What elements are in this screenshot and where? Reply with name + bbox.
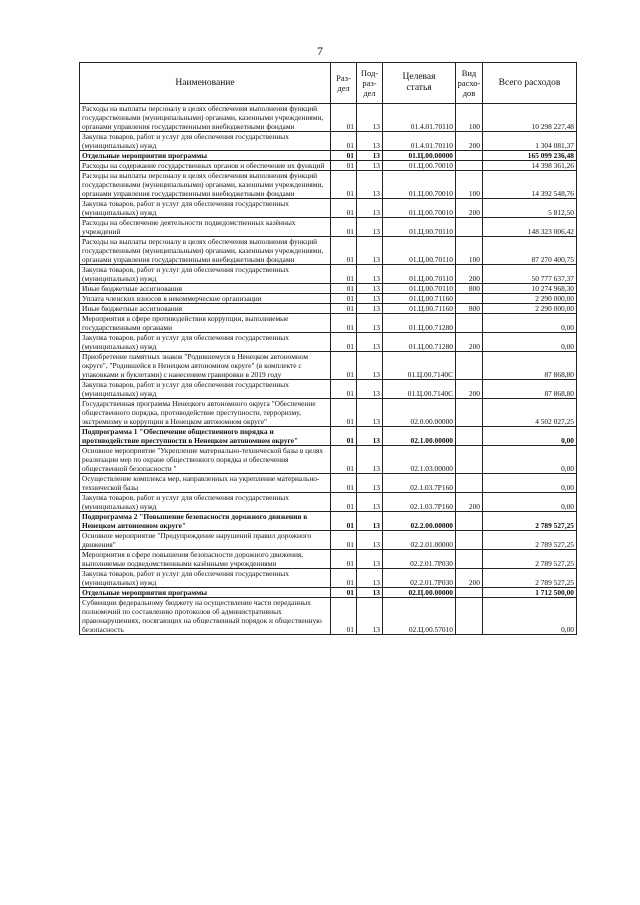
row-type <box>456 446 483 474</box>
row-amount: 0,00 <box>483 598 577 635</box>
table-row <box>80 512 577 531</box>
row-target: 01.Ц.00.71280 <box>383 314 456 333</box>
header-subsection: Под- раз- дел <box>357 63 383 104</box>
row-subsection: 13 <box>357 218 383 237</box>
row-type <box>456 550 483 569</box>
row-section: 01 <box>331 284 357 294</box>
row-type <box>456 427 483 446</box>
row-target: 01.4.01.70110 <box>383 104 456 132</box>
row-subsection: 13 <box>357 304 383 314</box>
row-subsection: 13 <box>357 333 383 352</box>
row-subsection: 13 <box>357 199 383 218</box>
row-target: 02.1.03.7Р160 <box>383 493 456 512</box>
row-type: 200 <box>456 380 483 399</box>
row-amount: 87 868,80 <box>483 380 577 399</box>
row-amount: 0,00 <box>483 333 577 352</box>
row-amount: 0,00 <box>483 493 577 512</box>
row-amount: 0,00 <box>483 446 577 474</box>
table-row <box>80 399 577 427</box>
row-type <box>456 512 483 531</box>
row-subsection: 13 <box>357 399 383 427</box>
row-section: 01 <box>331 104 357 132</box>
row-amount: 165 099 236,48 <box>483 151 577 161</box>
row-section: 01 <box>331 569 357 588</box>
row-section: 01 <box>331 314 357 333</box>
row-amount: 1 304 081,37 <box>483 132 577 151</box>
row-amount: 4 502 027,25 <box>483 399 577 427</box>
row-amount: 2 290 000,00 <box>483 304 577 314</box>
row-type: 100 <box>456 171 483 199</box>
row-type <box>456 294 483 304</box>
row-target: 02.2.01.7Р030 <box>383 569 456 588</box>
row-subsection: 13 <box>357 588 383 598</box>
row-section: 01 <box>331 132 357 151</box>
row-subsection: 13 <box>357 512 383 531</box>
row-type: 100 <box>456 237 483 265</box>
row-name: Расходы на обеспечение деятельности подведомственных казённых учреждений <box>80 218 331 237</box>
row-target: 01.Ц.00.71160 <box>383 304 456 314</box>
row-amount: 50 777 637,37 <box>483 265 577 284</box>
row-section: 01 <box>331 294 357 304</box>
row-amount: 10 298 227,48 <box>483 104 577 132</box>
table-row <box>80 380 577 399</box>
table-row <box>80 569 577 588</box>
row-name: Мероприятия в сфере противодействия коррупции, выполняемые государственными органами <box>80 314 331 333</box>
table-row <box>80 531 577 550</box>
row-section: 01 <box>331 151 357 161</box>
row-name: Расходы на выплаты персоналу в целях обеспечения выполнения функций государственными (муниципальными) органами, казенными учреждениями, органами управления государственными внебюджетными фондами <box>80 237 331 265</box>
row-amount: 10 274 968,30 <box>483 284 577 294</box>
row-subsection: 13 <box>357 569 383 588</box>
table-row <box>80 352 577 380</box>
row-amount: 0,00 <box>483 314 577 333</box>
row-type <box>456 151 483 161</box>
row-target: 01.Ц.00.7140С <box>383 380 456 399</box>
row-type: 800 <box>456 284 483 294</box>
row-section: 01 <box>331 333 357 352</box>
row-section: 01 <box>331 474 357 493</box>
page-number: 7 <box>317 44 323 58</box>
row-name: Закупка товаров, работ и услуг для обеспечения государственных (муниципальных) нужд <box>80 199 331 218</box>
table-row <box>80 474 577 493</box>
table-row <box>80 265 577 284</box>
row-target: 02.2.01.00000 <box>383 531 456 550</box>
table-row <box>80 598 577 635</box>
row-amount: 2 290 000,00 <box>483 294 577 304</box>
table-row <box>80 333 577 352</box>
row-name: Основное мероприятие "Укрепление материально-технической базы в целях реализации мер по охране общественного порядка и обеспечения общественной безопасности " <box>80 446 331 474</box>
row-type <box>456 598 483 635</box>
row-subsection: 13 <box>357 161 383 171</box>
row-name: Иные бюджетные ассигнования <box>80 284 331 294</box>
row-section: 01 <box>331 265 357 284</box>
row-section: 01 <box>331 446 357 474</box>
header-target: Целевая статья <box>383 63 456 104</box>
table-row <box>80 171 577 199</box>
row-section: 01 <box>331 598 357 635</box>
row-target: 02.1.03.00000 <box>383 446 456 474</box>
row-target: 02.0.00.00000 <box>383 399 456 427</box>
table-row <box>80 304 577 314</box>
row-type <box>456 474 483 493</box>
row-amount: 2 789 527,25 <box>483 531 577 550</box>
header-name: Наименование <box>80 63 331 104</box>
row-target: 02.Ц.00.00000 <box>383 588 456 598</box>
row-section: 01 <box>331 427 357 446</box>
table-row <box>80 161 577 171</box>
row-name: Закупка товаров, работ и услуг для обеспечения государственных (муниципальных) нужд <box>80 493 331 512</box>
header-section: Раз- дел <box>331 63 357 104</box>
row-type: 200 <box>456 265 483 284</box>
row-section: 01 <box>331 550 357 569</box>
row-name: Закупка товаров, работ и услуг для обеспечения государственных (муниципальных) нужд <box>80 333 331 352</box>
row-target: 02.2.01.7Р030 <box>383 550 456 569</box>
row-subsection: 13 <box>357 151 383 161</box>
row-name: Приобретение памятных знаков "Родившемуся в Ненецком автономном округе", "Родившейся в Ненецком автономном округе" (в комплекте с упаковками и буклетами) с нанесением гравировки в 2019 году <box>80 352 331 380</box>
row-section: 01 <box>331 512 357 531</box>
row-subsection: 13 <box>357 531 383 550</box>
row-type <box>456 218 483 237</box>
row-type: 200 <box>456 569 483 588</box>
row-type <box>456 161 483 171</box>
row-target: 01.Ц.00.70110 <box>383 265 456 284</box>
row-amount: 2 789 527,25 <box>483 550 577 569</box>
table-row <box>80 199 577 218</box>
row-subsection: 13 <box>357 294 383 304</box>
table-body <box>80 104 577 635</box>
row-target: 02.Ц.00.57010 <box>383 598 456 635</box>
row-type <box>456 399 483 427</box>
row-type: 800 <box>456 304 483 314</box>
row-name: Основное мероприятие "Предупреждение нарушений правил дорожного движения" <box>80 531 331 550</box>
row-type: 200 <box>456 132 483 151</box>
row-section: 01 <box>331 304 357 314</box>
row-amount: 5 812,50 <box>483 199 577 218</box>
row-subsection: 13 <box>357 493 383 512</box>
row-name: Расходы на содержание государственных органов и обеспечение их функций <box>80 161 331 171</box>
row-subsection: 13 <box>357 314 383 333</box>
row-amount: 14 392 548,76 <box>483 171 577 199</box>
row-type: 200 <box>456 333 483 352</box>
row-name: Закупка товаров, работ и услуг для обеспечения государственных (муниципальных) нужд <box>80 265 331 284</box>
row-name: Подпрограмма 1 "Обеспечение общественного порядка и противодействие преступности в Ненецком автономном округе" <box>80 427 331 446</box>
row-target: 02.1.03.7Р160 <box>383 474 456 493</box>
row-target: 01.Ц.00.70110 <box>383 237 456 265</box>
row-section: 01 <box>331 161 357 171</box>
row-name: Уплата членских взносов в некоммерческие организации <box>80 294 331 304</box>
row-amount: 87 868,80 <box>483 352 577 380</box>
row-subsection: 13 <box>357 132 383 151</box>
row-subsection: 13 <box>357 237 383 265</box>
table-row <box>80 151 577 161</box>
row-name: Субвенции федеральному бюджету на осуществление части переданных полномочий по составлению протоколов об административных правонарушениях, посягающих на общественный порядок и общественную безопасность <box>80 598 331 635</box>
row-target: 01.Ц.00.00000 <box>383 151 456 161</box>
row-target: 01.Ц.00.70110 <box>383 284 456 294</box>
row-type <box>456 314 483 333</box>
row-amount: 1 712 500,00 <box>483 588 577 598</box>
row-subsection: 13 <box>357 265 383 284</box>
table-row <box>80 132 577 151</box>
row-subsection: 13 <box>357 352 383 380</box>
row-subsection: 13 <box>357 171 383 199</box>
row-type: 200 <box>456 199 483 218</box>
row-type <box>456 352 483 380</box>
row-amount: 0,00 <box>483 474 577 493</box>
row-name: Закупка товаров, работ и услуг для обеспечения государственных (муниципальных) нужд <box>80 132 331 151</box>
row-target: 01.Ц.00.71160 <box>383 294 456 304</box>
row-name: Расходы на выплаты персоналу в целях обеспечения выполнения функций государственными (муниципальными) органами, казенными учреждениями, органами управления государственными внебюджетными фондами <box>80 104 331 132</box>
row-name: Иные бюджетные ассигнования <box>80 304 331 314</box>
row-subsection: 13 <box>357 104 383 132</box>
table-row <box>80 284 577 294</box>
row-name: Расходы на выплаты персоналу в целях обеспечения выполнения функций государственными (муниципальными) органами, казенными учреждениями, органами управления государственными внебюджетными фондами <box>80 171 331 199</box>
row-amount: 0,00 <box>483 427 577 446</box>
row-amount: 87 270 400,75 <box>483 237 577 265</box>
row-section: 01 <box>331 399 357 427</box>
table-row <box>80 446 577 474</box>
row-target: 01.Ц.00.70010 <box>383 171 456 199</box>
row-amount: 2 789 527,25 <box>483 569 577 588</box>
table-row <box>80 493 577 512</box>
table-row <box>80 550 577 569</box>
expenditure-table <box>79 62 577 635</box>
row-section: 01 <box>331 588 357 598</box>
row-section: 01 <box>331 171 357 199</box>
row-subsection: 13 <box>357 427 383 446</box>
row-target: 01.Ц.00.71280 <box>383 333 456 352</box>
table-row <box>80 427 577 446</box>
header-total: Всего расходов <box>483 63 577 104</box>
table-row <box>80 237 577 265</box>
row-name: Закупка товаров, работ и услуг для обеспечения государственных (муниципальных) нужд <box>80 380 331 399</box>
row-type: 200 <box>456 493 483 512</box>
row-section: 01 <box>331 352 357 380</box>
row-type: 100 <box>456 104 483 132</box>
row-subsection: 13 <box>357 474 383 493</box>
row-target: 01.Ц.00.70110 <box>383 218 456 237</box>
row-name: Государственная программа Ненецкого автономного округа "Обеспечение общественного порядка, противодействие преступности, терроризму, экстремизму и коррупции в Ненецком автономном округе" <box>80 399 331 427</box>
row-subsection: 13 <box>357 380 383 399</box>
row-amount: 148 323 006,42 <box>483 218 577 237</box>
row-type <box>456 531 483 550</box>
row-name: Отдельные мероприятия программы <box>80 588 331 598</box>
row-name: Осуществление комплекса мер, направленных на укрепление материально-технической базы <box>80 474 331 493</box>
row-name: Закупка товаров, работ и услуг для обеспечения государственных (муниципальных) нужд <box>80 569 331 588</box>
row-subsection: 13 <box>357 550 383 569</box>
row-type <box>456 588 483 598</box>
header-type: Вид расхо- дов <box>456 63 483 104</box>
row-target: 01.Ц.00.7140С <box>383 352 456 380</box>
row-target: 01.Ц.00.70010 <box>383 161 456 171</box>
row-amount: 2 789 527,25 <box>483 512 577 531</box>
row-section: 01 <box>331 380 357 399</box>
row-subsection: 13 <box>357 446 383 474</box>
row-target: 02.1.00.00000 <box>383 427 456 446</box>
row-name: Отдельные мероприятия программы <box>80 151 331 161</box>
row-section: 01 <box>331 493 357 512</box>
table-row <box>80 104 577 132</box>
row-section: 01 <box>331 218 357 237</box>
row-name: Мероприятия в сфере повышения безопасности дорожного движения, выполняемые подведомственными казёнными учреждениями <box>80 550 331 569</box>
row-section: 01 <box>331 199 357 218</box>
table-row <box>80 588 577 598</box>
row-name: Подпрограмма 2 "Повышение безопасности дорожного движения в Ненецком автономном округе" <box>80 512 331 531</box>
header-row <box>80 63 577 104</box>
table-row <box>80 314 577 333</box>
row-section: 01 <box>331 237 357 265</box>
row-subsection: 13 <box>357 598 383 635</box>
row-target: 01.Ц.00.70010 <box>383 199 456 218</box>
row-section: 01 <box>331 531 357 550</box>
table-row <box>80 294 577 304</box>
row-target: 01.4.01.70110 <box>383 132 456 151</box>
table-row <box>80 218 577 237</box>
row-amount: 14 398 361,26 <box>483 161 577 171</box>
row-target: 02.2.00.00000 <box>383 512 456 531</box>
row-subsection: 13 <box>357 284 383 294</box>
